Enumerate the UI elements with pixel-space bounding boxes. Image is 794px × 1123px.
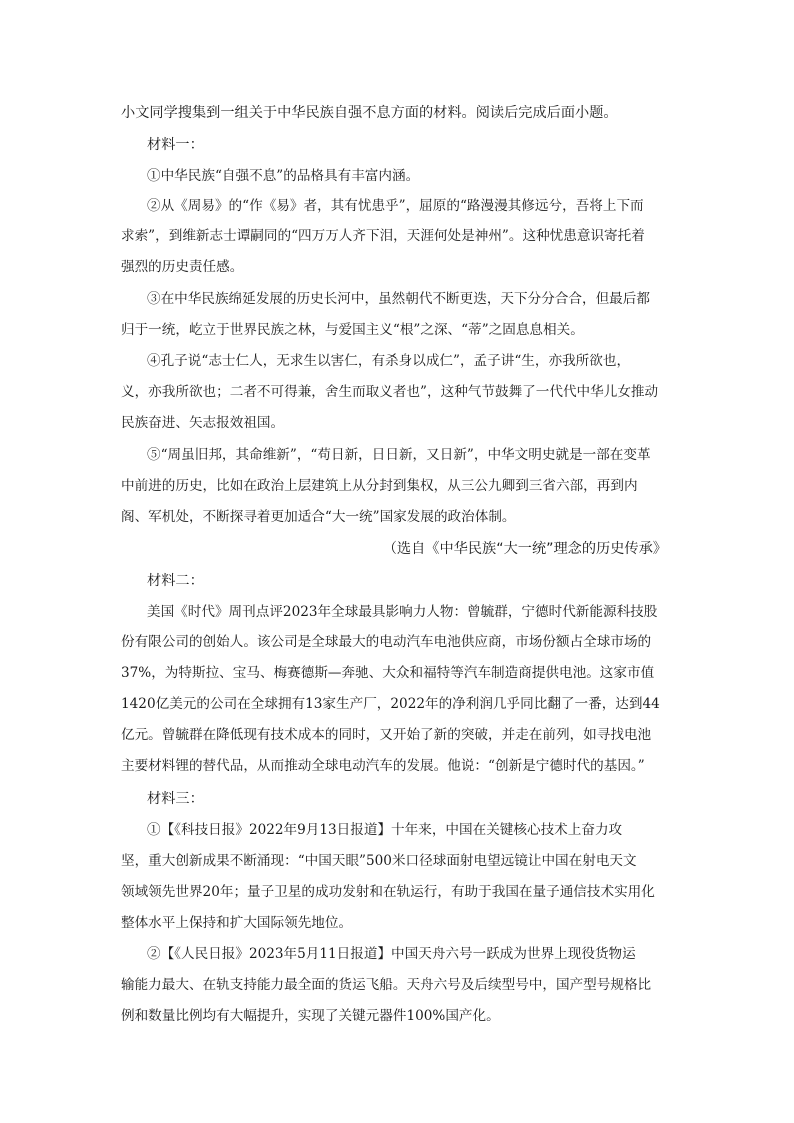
material2-line: 1420亿美元的公司在全球拥有13家生产厂，2022年的净利润几乎同比翻了一番，达到44 bbox=[121, 696, 660, 712]
material2-line: 份有限公司的创始人。该公司是全球最大的电动汽车电池供应商，市场份额占全球市场的 bbox=[121, 634, 652, 650]
material2-line: 亿元。曾毓群在降低现有技术成本的同时，又开始了新的突破，并走在前列，如寻找电池 bbox=[121, 727, 652, 743]
material3-line: 输能力最大、在轨支持能力最全面的货运飞船。天舟六号及后续型号中，国产型号规格比 bbox=[121, 977, 652, 993]
material1-line: 强烈的历史责任感。 bbox=[121, 259, 244, 275]
material2-line: 主要材料锂的替代品，从而推动全球电动汽车的发展。他说：“创新是宁德时代的基因。” bbox=[121, 758, 645, 774]
material3-line: 坚，重大创新成果不断涌现：“中国天眼”500米口径球面射电望远镜让中国在射电天文 bbox=[121, 853, 637, 869]
material1-line: ③在中华民族绵延发展的历史长河中，虽然朝代不断更迭，天下分分合合，但最后都 bbox=[147, 291, 650, 307]
material1-line: ④孔子说“志士仁人，无求生以害仁，有杀身以成仁”，孟子讲“生，亦我所欲也， bbox=[147, 353, 631, 369]
material1-line: 阁、军机处，不断探寻着更加适合“大一统”国家发展的政治体制。 bbox=[121, 509, 516, 525]
material2-line: 美国《时代》周刊点评2023年全球最具影响力人物：曾毓群，宁德时代新能源科技股 bbox=[147, 604, 658, 620]
material3-heading: 材料三： bbox=[147, 791, 204, 807]
material3-line: 整体水平上保持和扩大国际领先地位。 bbox=[121, 915, 353, 931]
material1-line: 中前进的历史，比如在政治上层建筑上从分封到集权，从三公九卿到三省六部，再到内 bbox=[121, 478, 638, 494]
material3-line: 例和数量比例均有大幅提升，实现了关键元器件100%国产化。 bbox=[121, 1008, 500, 1024]
material3-line: ②【《人民日报》2023年5月11日报道】中国天舟六号一跃成为世界上现役货物运 bbox=[147, 946, 636, 962]
material1-line: ①中华民族“自强不息”的品格具有丰富内涵。 bbox=[147, 168, 420, 184]
material1-source: （选自《中华民族“大一统”理念的历史传承》 bbox=[382, 541, 667, 557]
material1-heading: 材料一： bbox=[147, 137, 204, 153]
material2-heading: 材料二： bbox=[147, 573, 204, 589]
material3-line: 领域领先世界20年；量子卫星的成功发射和在轨运行，有助于我国在量子通信技术实用化 bbox=[121, 884, 655, 900]
material1-line: ②从《周易》的“作《易》者，其有忧患乎”，屈原的“路漫漫其修远兮，吾将上下而 bbox=[147, 198, 644, 214]
intro-text: 小文同学搜集到一组关于中华民族自强不息方面的材料。阅读后完成后面小题。 bbox=[121, 105, 618, 121]
material3-line: ①【《科技日报》2022年9月13日报道】十年来，中国在关键核心技术上奋力攻 bbox=[147, 822, 623, 838]
material1-line: 义，亦我所欲也；二者不可得兼，舍生而取义者也”，这种气节鼓舞了一代代中华儿女推动 bbox=[121, 384, 659, 400]
material1-line: 归于一统，屹立于世界民族之林，与爱国主义“根”之深、“蒂”之固息息相关。 bbox=[121, 322, 584, 338]
material1-line: 民族奋进、矢志报效祖国。 bbox=[121, 415, 285, 431]
material1-line: 求索”，到维新志士谭嗣同的“四万万人齐下泪，天涯何处是神州”。这种忧患意识寄托着 bbox=[121, 228, 645, 244]
material1-line: ⑤“周虽旧邦，其命维新”，“苟日新，日日新，又日新”，中华文明史就是一部在变革 bbox=[147, 447, 651, 463]
material2-line: 37%，为特斯拉、宝马、梅赛德斯—奔驰、大众和福特等汽车制造商提供电池。这家市值 bbox=[121, 665, 655, 681]
